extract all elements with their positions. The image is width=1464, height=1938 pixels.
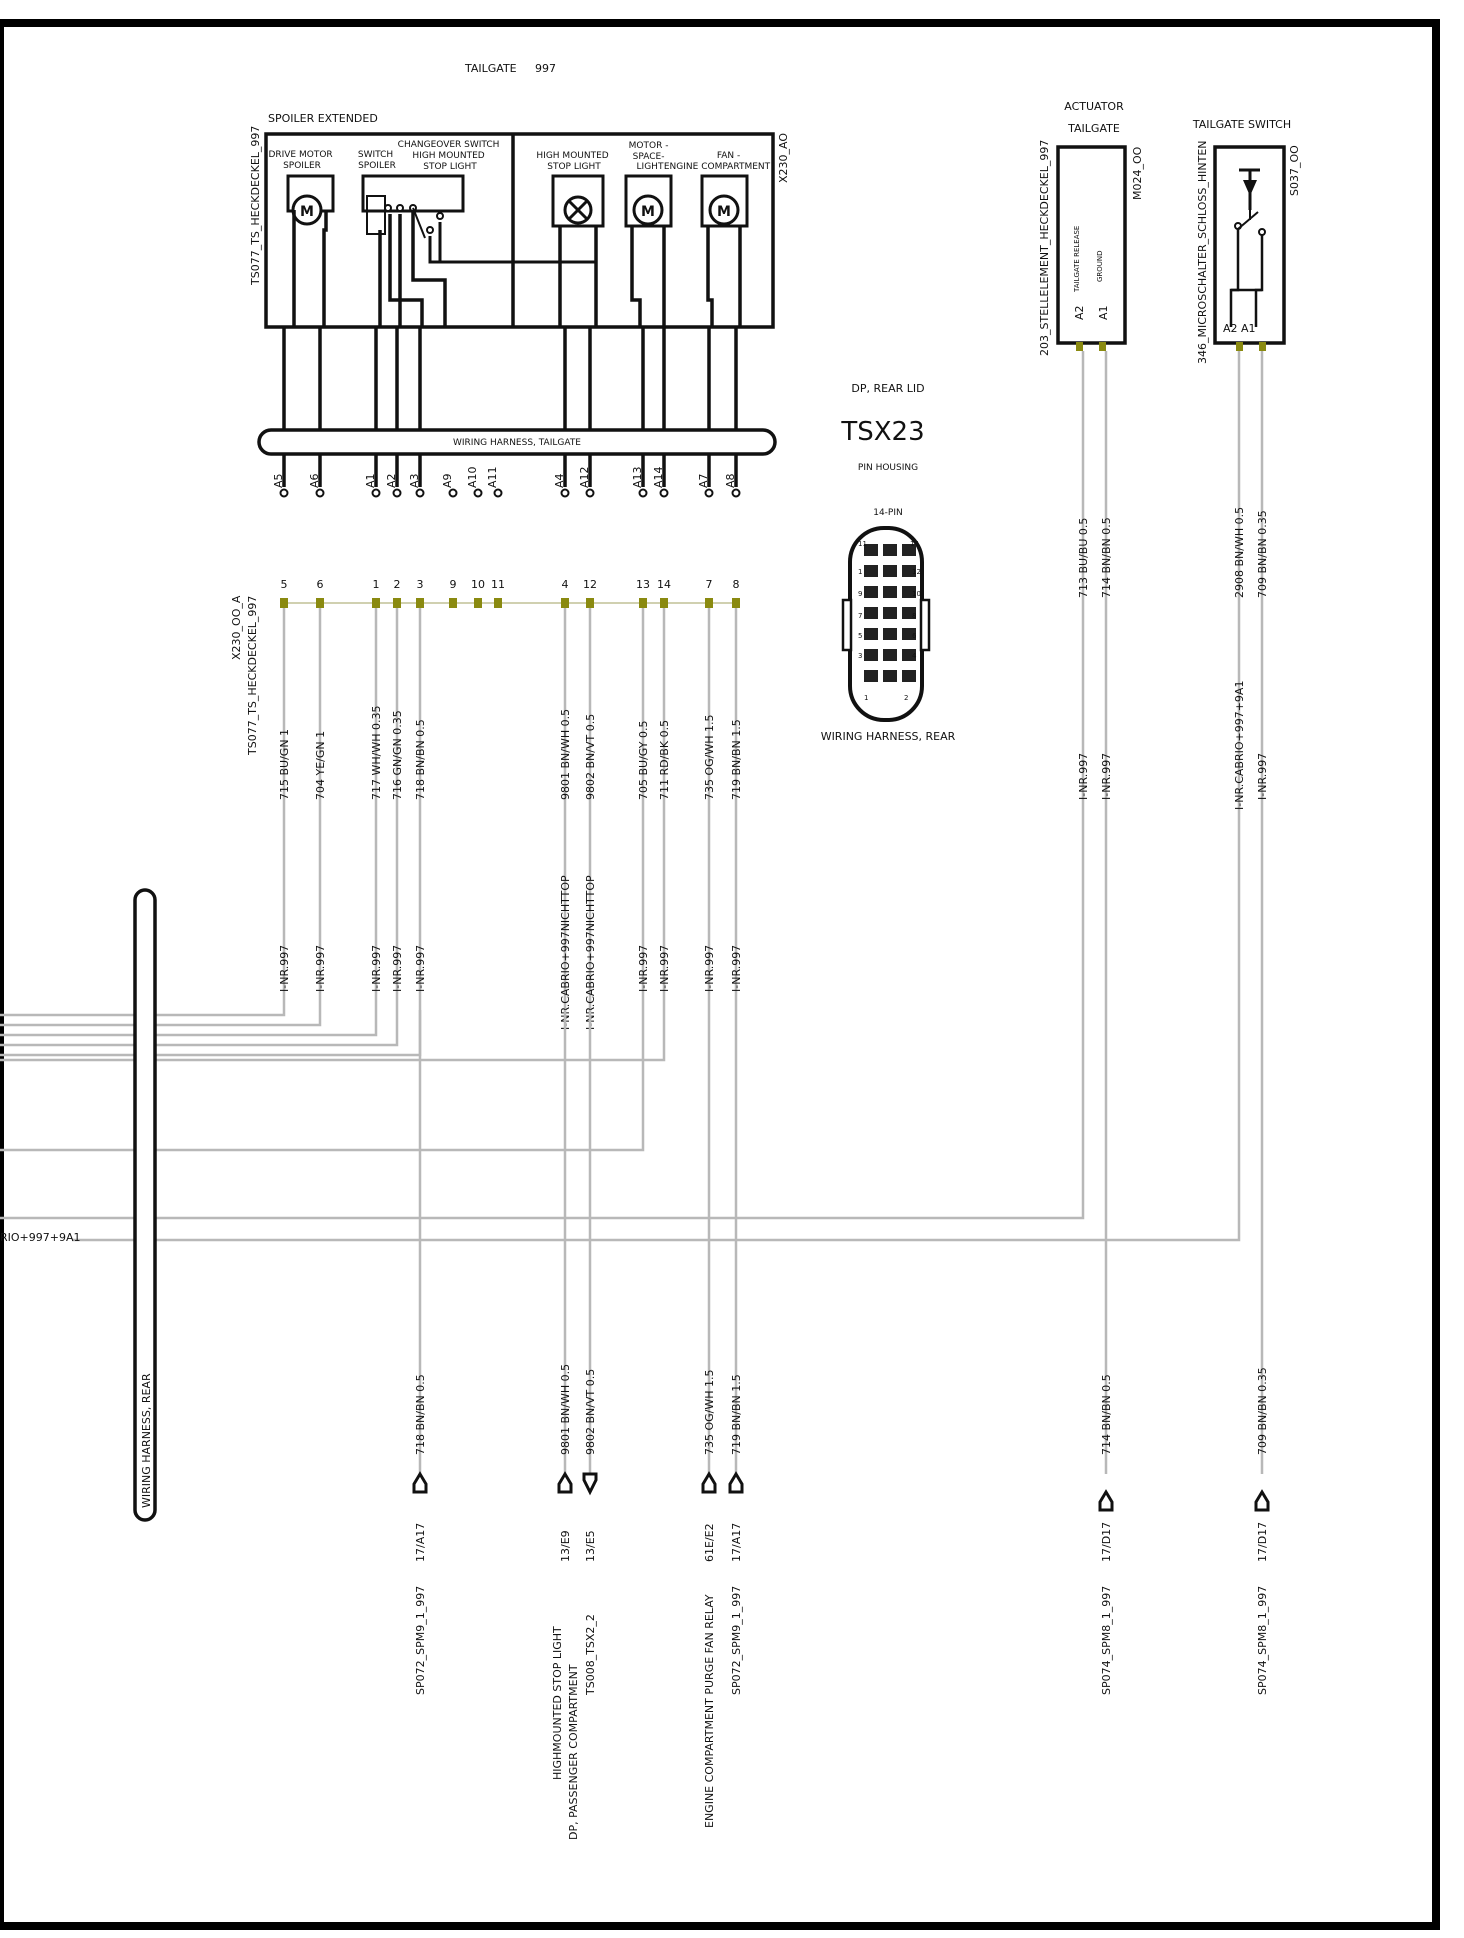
- tsx23-pin-cell: [864, 649, 878, 661]
- bus-pin-pad: [494, 598, 502, 608]
- terminal-ref: 17/D17: [1256, 1521, 1269, 1562]
- wire-run: [0, 1010, 420, 1055]
- wire-label: 9802 BN/VT 0.5: [584, 713, 597, 800]
- spoiler-pin-label: A3: [408, 473, 421, 488]
- fan-motor-icon: [702, 176, 747, 327]
- terminal-wire-label: 735 OG/WH 1.5: [703, 1369, 716, 1455]
- actuator-pin-a1: A1: [1097, 305, 1110, 320]
- wire-route-label: I-NR.997: [391, 944, 404, 992]
- tsx23-pin-cell: [864, 670, 878, 682]
- spoiler-pin-wires: [284, 327, 736, 487]
- bus-pin-number: 1: [372, 578, 380, 591]
- spoiler-module: [249, 112, 790, 327]
- wire-label: 716 GN/GN 0.35: [391, 710, 404, 800]
- wire-label: 719 BN/BN 1.5: [730, 719, 743, 800]
- spoiler-pin-terminal: [733, 490, 740, 497]
- spoiler-pin-label: A5: [272, 473, 285, 488]
- spoiler-pin-label: A11: [486, 466, 499, 488]
- tsx23-pin-cell: [883, 670, 897, 682]
- left-edge-label: RIO+997+9A1: [0, 1231, 81, 1244]
- spoiler-header: SPOILER EXTENDED: [268, 112, 378, 125]
- wire-label: 705 BU/GY 0.5: [637, 720, 650, 800]
- tsx23-harness-label: WIRING HARNESS, REAR: [820, 730, 956, 743]
- bus-pin-number: 9: [449, 578, 457, 591]
- bus-pin-number: 13: [636, 578, 650, 591]
- wire-route-label: I-NR.997: [314, 944, 327, 992]
- terminal-destination: SP072_SPM9_1_997: [414, 1585, 427, 1695]
- tsx23-pin-number: 14: [910, 540, 919, 548]
- fan-label: FAN - ENGINE COMPARTMENT: [663, 151, 771, 172]
- terminal-ref: 17/A17: [730, 1522, 743, 1562]
- tsx23-pin-cell: [883, 586, 897, 598]
- diagram-title: TAILGATE: [465, 62, 517, 75]
- harness-rear-label: WIRING HARNESS, REAR: [140, 1373, 153, 1508]
- bus-pin-pad: [732, 598, 740, 608]
- spoiler-pin-terminal: [475, 490, 482, 497]
- tailgate-switch-code: S037_OO: [1288, 145, 1301, 196]
- wire-label: 714 BN/BN 0.5: [1100, 517, 1113, 598]
- bus-module-id: TS077_TS_HECKDECKEL_997: [246, 595, 259, 755]
- spoiler-pin-label: A1: [364, 473, 377, 488]
- terminal-wire-label: 9801 BN/WH 0.5: [559, 1363, 572, 1455]
- drive-motor-icon: [288, 176, 333, 327]
- actuator-tailgate: [1038, 100, 1144, 356]
- wire-route-label: I-NR.CABRIO+997+9A1: [1233, 680, 1246, 810]
- bus-pin-number: 2: [393, 578, 401, 591]
- spoiler-pin-label: A13: [631, 466, 644, 488]
- tsx23-pin-number: 3: [858, 652, 863, 660]
- tsx23-housing: [850, 528, 922, 720]
- terminal-symbol: [1100, 1492, 1112, 1510]
- wire-run: [0, 1010, 1083, 1218]
- spoiler-pin-label: A2: [385, 473, 398, 488]
- wire-route-label: I-NR.997: [703, 944, 716, 992]
- tsx23-pin-cell: [883, 565, 897, 577]
- actuator-title-2: TAILGATE: [1068, 122, 1120, 135]
- bus-pin-pad: [449, 598, 457, 608]
- bus-pin-number: 3: [416, 578, 424, 591]
- terminal-wire-label: 714 BN/BN 0.5: [1100, 1374, 1113, 1455]
- bus-pin-number: 7: [705, 578, 713, 591]
- bus-pin-pad: [474, 598, 482, 608]
- wire-label: 9801 BN/WH 0.5: [559, 708, 572, 800]
- terminal-symbol: [584, 1474, 596, 1492]
- bus-pin-pad: [416, 598, 424, 608]
- spoiler-pin-terminal: [394, 490, 401, 497]
- terminal-group: [414, 1364, 1269, 1840]
- tsx23-pin-cell: [864, 565, 878, 577]
- spoiler-connector-id: X230_AO: [777, 132, 790, 183]
- spoiler-pin-terminal: [450, 490, 457, 497]
- stop-light-label: HIGH MOUNTED STOP LIGHT: [536, 151, 609, 172]
- spoiler-pin-terminal: [706, 490, 713, 497]
- terminal-destination: SP072_SPM9_1_997: [730, 1585, 743, 1695]
- tsx23-pin-cell: [883, 649, 897, 661]
- terminal-wire-label: 709 BN/BN 0.35: [1256, 1367, 1269, 1455]
- spoiler-pin-terminal: [562, 490, 569, 497]
- tsx23-name: TSX23: [841, 417, 925, 447]
- terminal-symbol: [1256, 1492, 1268, 1510]
- wire-route-label: I-NR.997: [370, 944, 383, 992]
- spoiler-pin-label: A10: [466, 466, 479, 488]
- terminal-wire-label: 719 BN/BN 1.5: [730, 1374, 743, 1455]
- bus-connector-id: X230_OO_A: [230, 595, 243, 660]
- spoiler-pin-label: A7: [697, 473, 710, 488]
- wire-label: 2908 BN/WH 0.5: [1233, 506, 1246, 598]
- bus-pin-pad: [705, 598, 713, 608]
- actuator-box: [1058, 147, 1125, 343]
- spoiler-module-id: TS077_TS_HECKDECKEL_997: [249, 125, 262, 285]
- stop-light-icon: [553, 176, 603, 327]
- tailgate-switch-id: 346_MICROSCHALTER_SCHLOSS_HINTEN: [1196, 140, 1209, 364]
- bus-pin-number: 8: [732, 578, 740, 591]
- tsx23-pin-number: 1: [858, 568, 863, 576]
- tsx23-connector: [821, 382, 956, 743]
- wire-label: 715 BU/GN 1: [278, 728, 291, 800]
- wire-route-label: I-NR.CABRIO+997NICHTTOP: [584, 875, 597, 1030]
- tsx23-type: PIN HOUSING: [857, 463, 919, 473]
- actuator-pin-a2: A2: [1073, 305, 1086, 320]
- tsx23-pin-number: 1: [864, 694, 869, 702]
- tsx23-pin-number: 10: [912, 590, 921, 598]
- wire-label: 735 OG/WH 1.5: [703, 714, 716, 800]
- terminal-ref: 13/E9: [559, 1530, 572, 1562]
- microswitch-icon: [1231, 170, 1265, 327]
- spoiler-pin-label: A12: [578, 466, 591, 488]
- wire-route-label: I-NR.997: [1256, 752, 1269, 800]
- terminal-ref: 61E/E2: [703, 1523, 716, 1562]
- actuator-ground-label: GROUND: [1096, 250, 1104, 282]
- spoiler-pin-terminal: [640, 490, 647, 497]
- spoiler-pin-label: A9: [441, 473, 454, 488]
- tsx23-pin-cell: [883, 607, 897, 619]
- bus-pin-pad: [372, 598, 380, 608]
- changeover-switch-label: CHANGEOVER SWITCH HIGH MOUNTED STOP LIGHT: [397, 140, 500, 172]
- svg-text:M: M: [641, 204, 655, 220]
- terminal-symbol: [414, 1474, 426, 1492]
- wire-label: 709 BN/BN 0.35: [1256, 510, 1269, 598]
- terminal-destination: ENGINE COMPARTMENT PURGE FAN RELAY: [703, 1594, 716, 1828]
- tsx23-pin-number: 8: [912, 612, 917, 620]
- terminal-wire-label: 9802 BN/VT 0.5: [584, 1368, 597, 1455]
- spoiler-pin-terminal: [587, 490, 594, 497]
- terminal-destination: TS008_TSX2_2: [584, 1614, 597, 1695]
- terminal-ref: 17/D17: [1100, 1521, 1113, 1562]
- wire-route-label: I-NR.997: [414, 944, 427, 992]
- wire-route-label: I-NR.CABRIO+997NICHTTOP: [559, 875, 572, 1030]
- wire-label: 713 BU/BU 0.5: [1077, 517, 1090, 598]
- tsx23-section: DP, REAR LID: [851, 382, 925, 395]
- tailgate-switch-pins: A2 A1: [1223, 322, 1256, 335]
- bus-pin-pad: [280, 598, 288, 608]
- switch-spoiler-label: SWITCH SPOILER: [357, 150, 396, 171]
- motor-space-label: MOTOR - SPACE- LIGHT: [628, 141, 669, 172]
- tsx23-pin-cell: [864, 628, 878, 640]
- actuator-id: 203_STELLELEMENT_HECKDECKEL_997: [1038, 139, 1051, 356]
- terminal-destination: SP074_SPM8_1_997: [1256, 1585, 1269, 1695]
- terminal-symbol: [559, 1474, 571, 1492]
- tsx23-pin-cell: [864, 607, 878, 619]
- tsx23-pin-number: 12: [912, 568, 921, 576]
- bus-pin-pad: [586, 598, 594, 608]
- tsx23-pin-number: 11: [858, 540, 867, 548]
- wire-label: 711 RD/BK 0.5: [658, 719, 671, 800]
- actuator-release-label: TAILGATE RELEASE: [1073, 225, 1081, 292]
- spoiler-pin-terminal: [417, 490, 424, 497]
- space-motor-icon: [626, 176, 671, 327]
- tsx23-pin-number: 6: [912, 632, 917, 640]
- bus-pin-number: 6: [316, 578, 324, 591]
- actuator-title-1: ACTUATOR: [1064, 100, 1124, 113]
- wire-route-label: I-NR.997: [637, 944, 650, 992]
- bus-pin-number: 5: [280, 578, 288, 591]
- spoiler-pin-terminal: [281, 490, 288, 497]
- wire-label: 717 WH/WH 0.35: [370, 705, 383, 800]
- spoiler-pin-label: A6: [308, 473, 321, 488]
- terminal-destination: DP, PASSENGER COMPARTMENT: [567, 1664, 580, 1840]
- tsx23-pin-count: 14-PIN: [873, 508, 903, 518]
- terminal-symbol: [730, 1474, 742, 1492]
- tsx23-pin-cell: [883, 544, 897, 556]
- bus-pin-pad: [639, 598, 647, 608]
- drive-motor-label: DRIVE MOTOR SPOILER: [268, 150, 333, 171]
- bus-pin-number: 11: [491, 578, 505, 591]
- tsx23-pin-cell: [864, 586, 878, 598]
- spoiler-pin-label: A4: [553, 473, 566, 488]
- harness-tailgate-label: WIRING HARNESS, TAILGATE: [452, 438, 582, 448]
- wire-label: 704 YE/GN 1: [314, 730, 327, 800]
- bus-pin-pad: [561, 598, 569, 608]
- terminal-ref: 17/A17: [414, 1522, 427, 1562]
- spoiler-pin-terminal: [661, 490, 668, 497]
- wire-route-label: I-NR.997: [730, 944, 743, 992]
- terminal-destination: SP074_SPM8_1_997: [1100, 1585, 1113, 1695]
- tsx23-pin-number: 7: [858, 612, 863, 620]
- wire-run: [0, 1010, 320, 1025]
- terminal-ref: 13/E5: [584, 1530, 597, 1562]
- svg-text:M: M: [300, 204, 314, 220]
- spoiler-pin-label: A8: [724, 473, 737, 488]
- bus-pin-number: 10: [471, 578, 485, 591]
- tsx23-pin-number: 9: [858, 590, 863, 598]
- svg-text:M: M: [717, 204, 731, 220]
- bus-pin-number: 14: [657, 578, 671, 591]
- wire-route-label: I-NR.997: [278, 944, 291, 992]
- spoiler-pin-terminal: [317, 490, 324, 497]
- bus-pin-pad: [660, 598, 668, 608]
- bus-pin-pad: [316, 598, 324, 608]
- tailgate-switch-title: TAILGATE SWITCH: [1192, 118, 1292, 131]
- wire-route-label: I-NR.997: [1077, 752, 1090, 800]
- terminal-destination: HIGHMOUNTED STOP LIGHT: [551, 1626, 564, 1780]
- spoiler-pins: [272, 466, 740, 496]
- bus-pin-pad: [393, 598, 401, 608]
- diagram-code: 997: [535, 62, 556, 75]
- tsx23-pin-number: 4: [912, 652, 917, 660]
- bus-pin-number: 4: [561, 578, 569, 591]
- tsx23-pin-number: 2: [904, 694, 909, 702]
- tsx23-pin-number: 5: [858, 632, 863, 640]
- wire-route-label: I-NR.997: [658, 944, 671, 992]
- spoiler-pin-label: A14: [652, 466, 665, 488]
- terminal-symbol: [703, 1474, 715, 1492]
- tsx23-pin-cell: [883, 628, 897, 640]
- wire-route-label: I-NR.997: [1100, 752, 1113, 800]
- spoiler-pin-terminal: [373, 490, 380, 497]
- actuator-code: M024_OO: [1131, 146, 1144, 200]
- wire-group: [0, 351, 1269, 1474]
- spoiler-pin-terminal: [495, 490, 502, 497]
- terminal-wire-label: 718 BN/BN 0.5: [414, 1374, 427, 1455]
- page-frame: [0, 23, 1436, 1926]
- wire-run: [0, 1010, 643, 1150]
- tsx23-pin-cell: [902, 670, 916, 682]
- wire-label: 718 BN/BN 0.5: [414, 719, 427, 800]
- bus-pin-number: 12: [583, 578, 597, 591]
- tailgate-switch: [1192, 118, 1301, 364]
